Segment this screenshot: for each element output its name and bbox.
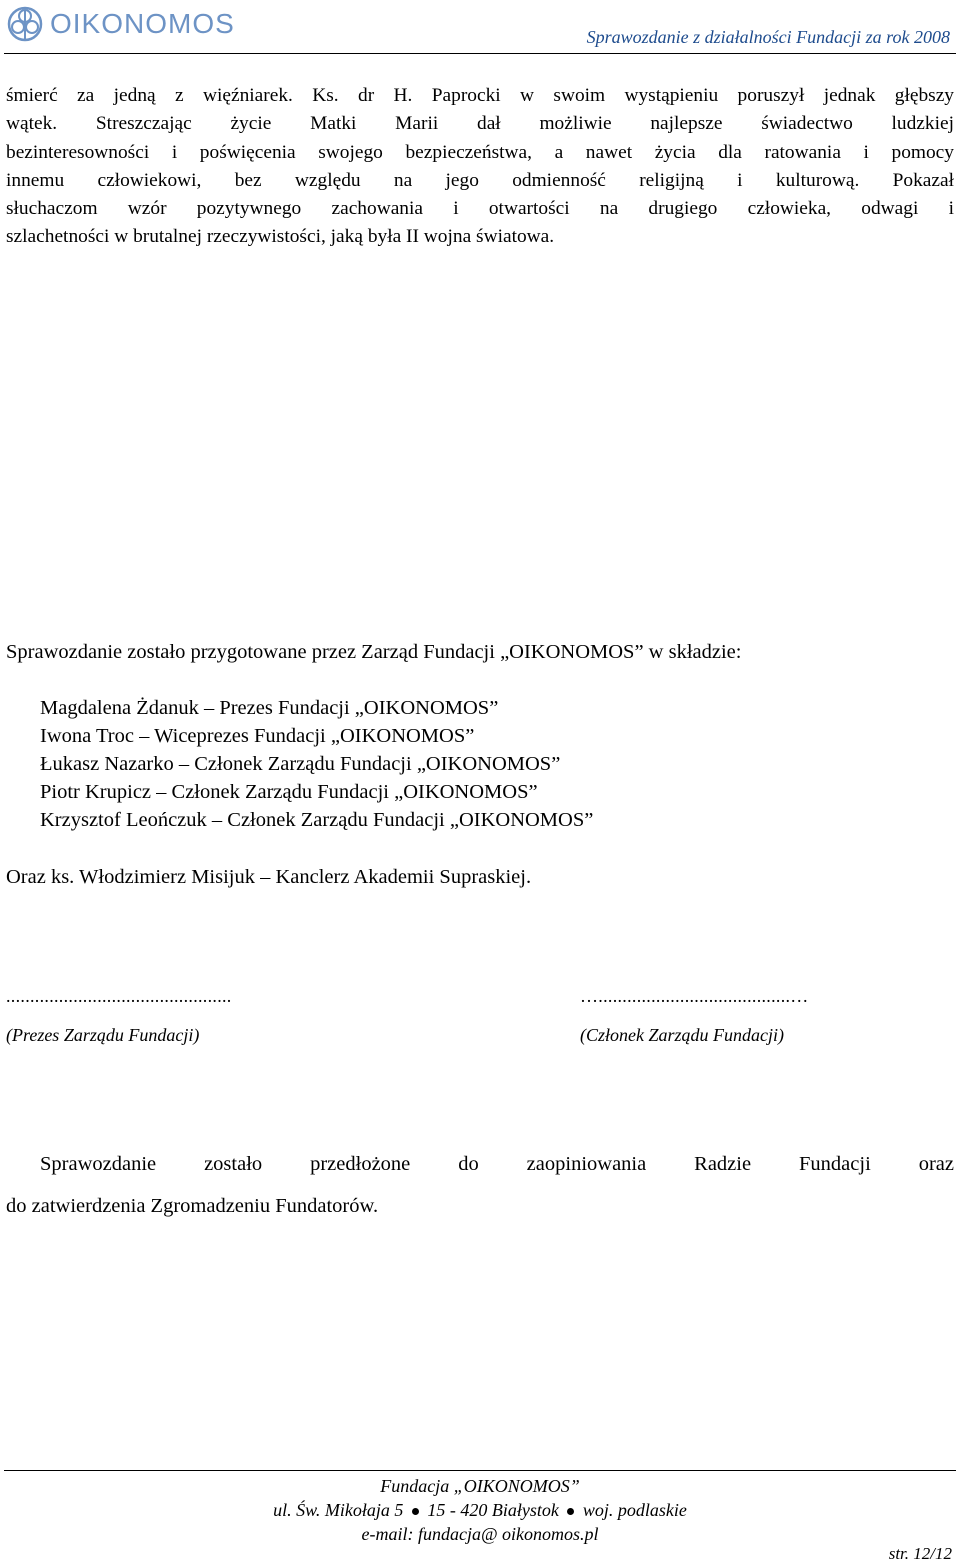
- page-footer: [0, 1474, 960, 1546]
- signature-member: [580, 986, 809, 1046]
- signature-line: …........................................…: [580, 986, 809, 1006]
- header-divider: [4, 53, 956, 54]
- footer-divider: [4, 1470, 956, 1471]
- signature-line: ...............................................: [6, 986, 232, 1006]
- chancellor-note: Oraz ks. Włodzimierz Misijuk – Kanclerz Akademii Supraskiej.: [6, 866, 532, 888]
- board-member: Krzysztof Leończuk – Członek Zarządu Fundacji „OIKONOMOS”: [40, 809, 594, 831]
- board-member: Łukasz Nazarko – Członek Zarządu Fundacji „OIKONOMOS”: [40, 753, 561, 775]
- board-intro: Sprawozdanie zostało przygotowane przez Zarząd Fundacji „OIKONOMOS” w składzie:: [6, 641, 742, 663]
- board-member: Iwona Troc – Wiceprezes Fundacji „OIKONOMOS”: [40, 725, 475, 747]
- logo: [6, 4, 235, 44]
- signature-president: [6, 986, 232, 1046]
- board-member: Piotr Krupicz – Członek Zarządu Fundacji „OIKONOMOS”: [40, 781, 538, 803]
- paragraph-line: bezinteresowności i poświęcenia swojego bezpieczeństwa, a nawet życia dla ratowania i pomocy: [6, 141, 954, 163]
- body-paragraph: [6, 82, 954, 223]
- paragraph-line: wątek. Streszczając życie Matki Marii dał możliwie najlepsze świadectwo ludzkiej: [6, 113, 954, 135]
- submission-line-2: do zatwierdzenia Zgromadzeniu Fundatorów.: [6, 1195, 379, 1217]
- signature-role: (Prezes Zarządu Fundacji): [6, 1025, 200, 1045]
- paragraph-line: śmierć za jedną z więźniarek. Ks. dr H. Paprocki w swoim wystąpieniu poruszył jednak głębszy: [6, 85, 954, 106]
- footer-address: [0, 1498, 960, 1522]
- footer-street: ul. Św. Mikołaja 5: [273, 1500, 404, 1520]
- page-number: str. 12/12: [888, 1544, 952, 1563]
- board-members-list: [40, 694, 593, 834]
- footer-region: woj. podlaskie: [582, 1500, 687, 1520]
- board-member: Magdalena Żdanuk – Prezes Fundacji „OIKONOMOS”: [40, 697, 499, 719]
- signature-role: (Członek Zarządu Fundacji): [580, 1025, 784, 1045]
- footer-postal: 15 - 420 Białystok: [427, 1500, 559, 1520]
- footer-org: Fundacja „OIKONOMOS”: [380, 1476, 580, 1496]
- paragraph-line: słuchaczom wzór pozytywnego zachowania i otwartości na drugiego człowieka, odwagi i: [6, 198, 954, 220]
- report-title: Sprawozdanie z działalności Fundacji za rok 2008: [586, 27, 950, 47]
- paragraph-last-line: szlachetności w brutalnej rzeczywistości, jaką była II wojna światowa.: [6, 226, 555, 247]
- bullet-icon: [567, 1508, 574, 1515]
- logo-text: OIKONOMOS: [50, 8, 235, 39]
- footer-email: e-mail: fundacja@ oikonomos.pl: [361, 1524, 599, 1544]
- paragraph-line: innemu człowiekowi, bez względu na jego odmienność religijną i kulturową. Pokazał: [6, 169, 954, 191]
- submission-line-1: Sprawozdanie zostało przedłożone do zaopiniowania Radzie Fundacji oraz: [40, 1153, 954, 1175]
- oikonomos-logo-icon: [6, 5, 44, 43]
- bullet-icon: [412, 1508, 419, 1515]
- page-header: [0, 0, 960, 56]
